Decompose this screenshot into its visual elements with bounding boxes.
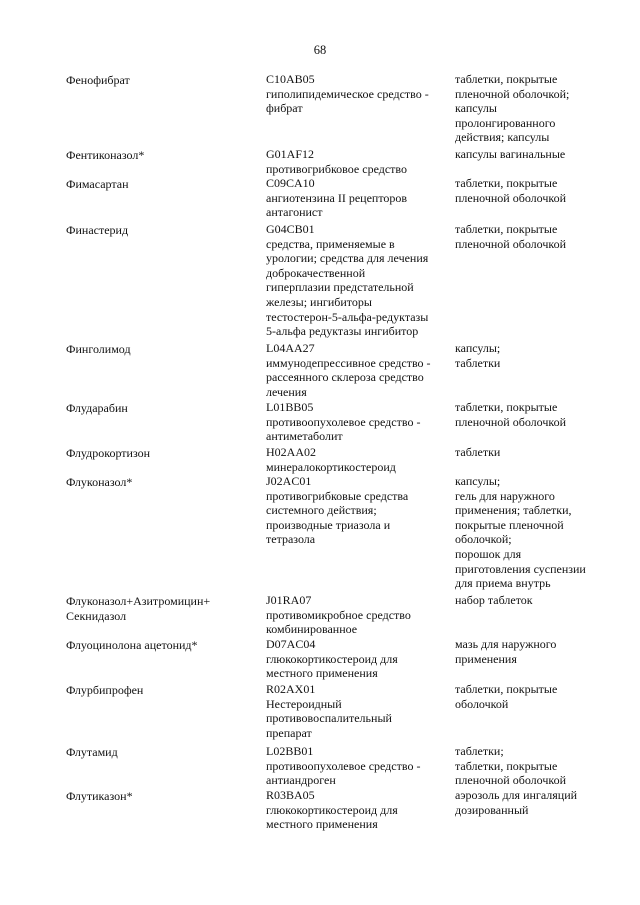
dosage-form-line: капсулы; — [455, 474, 501, 488]
dosage-form-line: мазь для наружного — [455, 637, 557, 651]
pharmacological-group-line: комбинированное — [266, 622, 358, 637]
dosage-form-line: набор таблеток — [455, 593, 533, 607]
dosage-form-line: капсулы; — [455, 341, 501, 355]
atc-code: R03BA05 — [266, 788, 315, 802]
atc-column — [266, 341, 448, 399]
drug-name — [66, 683, 256, 698]
atc-column — [266, 682, 448, 740]
drug-name-line: Флутиказон* — [66, 789, 133, 803]
pharmacological-group-line: тестостерон-5-альфа-редуктазы — [266, 309, 429, 324]
atc-code: D07AC04 — [266, 637, 316, 651]
dosage-form-line: применения; таблетки, — [455, 503, 572, 518]
drug-name-line: Флударабин — [66, 401, 128, 415]
drug-name-line: Флурбипрофен — [66, 683, 144, 697]
pharmacological-group-line: рассеянного склероза средство — [266, 370, 424, 385]
dosage-forms — [455, 341, 615, 370]
dosage-forms — [455, 400, 615, 429]
atc-code: L01BB05 — [266, 400, 314, 414]
pharmacological-group-line: противоопухолевое средство - — [266, 758, 421, 773]
dosage-form-line: пленочной оболочкой — [455, 773, 567, 788]
dosage-form-line: пленочной оболочкой — [455, 414, 567, 429]
atc-column — [266, 445, 448, 474]
dosage-form-line: для приема внутрь — [455, 576, 551, 591]
dosage-form-line: приготовления суспензии — [455, 561, 586, 576]
atc-column — [266, 72, 448, 116]
drug-name-line: Фентиконазол* — [66, 148, 145, 162]
pharmacological-group-line: глюкокортикостероид для — [266, 651, 398, 666]
dosage-form-line: таблетки, покрытые — [455, 682, 558, 696]
pharmacological-group-line: системного действия; — [266, 503, 377, 518]
pharmacological-group-line: иммунодепрессивное средство - — [266, 355, 431, 370]
pharmacological-group-line: противогрибковое средство — [266, 161, 407, 176]
pharmacological-group-line: Нестероидный — [266, 696, 342, 711]
pharmacological-group-line: тетразола — [266, 532, 316, 547]
pharmacological-group-line: фибрат — [266, 101, 303, 116]
dosage-form-line: пленочной оболочкой — [455, 236, 567, 251]
dosage-form-line: капсулы вагинальные — [455, 147, 566, 161]
pharmacological-group-line: железы; ингибиторы — [266, 294, 372, 309]
atc-column — [266, 637, 448, 681]
drug-name — [66, 594, 256, 623]
drug-name-line: Секнидазол — [66, 608, 127, 623]
atc-code: C09CA10 — [266, 176, 315, 190]
pharmacological-group-line: производные триазола и — [266, 517, 391, 532]
atc-column — [266, 788, 448, 832]
dosage-form-line: дозированный — [455, 802, 529, 817]
pharmacological-group-line: доброкачественной — [266, 265, 366, 280]
pharmacological-group-line: местного применения — [266, 666, 378, 681]
atc-column — [266, 176, 448, 220]
atc-code: L04AA27 — [266, 341, 315, 355]
dosage-form-line: таблетки — [455, 355, 501, 370]
dosage-form-line: пленочной оболочкой — [455, 190, 567, 205]
pharmacological-group-line: противогрибковые средства — [266, 488, 409, 503]
pharmacological-group-line: антагонист — [266, 205, 323, 220]
atc-code: G01AF12 — [266, 147, 315, 161]
pharmacological-group-line: антиметаболит — [266, 429, 343, 444]
dosage-form-line: пролонгированного — [455, 115, 556, 130]
dosage-forms — [455, 222, 615, 251]
atc-column — [266, 147, 448, 176]
drug-name — [66, 342, 256, 357]
drug-name-line: Флуконазол+Азитромицин+ — [66, 594, 211, 608]
dosage-forms — [455, 474, 615, 591]
atc-code: L02BB01 — [266, 744, 314, 758]
pharmacological-group-line: лечения — [266, 384, 307, 399]
atc-code: C10AB05 — [266, 72, 315, 86]
dosage-form-line: оболочкой — [455, 696, 509, 711]
drug-name — [66, 177, 256, 192]
atc-column — [266, 222, 448, 339]
drug-name — [66, 638, 256, 653]
drug-name-line: Флуоцинолона ацетонид* — [66, 638, 198, 652]
dosage-forms — [455, 593, 615, 608]
atc-code: G04CB01 — [266, 222, 315, 236]
atc-code: R02AX01 — [266, 682, 316, 696]
drug-name — [66, 401, 256, 416]
dosage-forms — [455, 744, 615, 788]
pharmacological-group-line: средства, применяемые в — [266, 236, 395, 251]
dosage-forms — [455, 176, 615, 205]
pharmacological-group-line: минералокортикостероид — [266, 459, 396, 474]
dosage-form-line: таблетки, покрытые — [455, 222, 558, 236]
pharmacological-group-line: 5-альфа редуктазы ингибитор — [266, 324, 419, 339]
dosage-form-line: аэрозоль для ингаляций — [455, 788, 578, 802]
atc-code: J02AC01 — [266, 474, 312, 488]
pharmacological-group-line: глюкокортикостероид для — [266, 802, 398, 817]
drug-name-line: Фимасартан — [66, 177, 129, 191]
drug-name-line: Флудрокортизон — [66, 446, 151, 460]
pharmacological-group-line: гиполипидемическое средство - — [266, 86, 429, 101]
drug-name-line: Фенофибрат — [66, 73, 130, 87]
dosage-form-line: оболочкой; — [455, 532, 512, 547]
dosage-form-line: гель для наружного — [455, 488, 555, 503]
drug-name-line: Флуконазол* — [66, 475, 133, 489]
dosage-form-line: действия; капсулы — [455, 130, 550, 145]
pharmacological-group-line: местного применения — [266, 817, 378, 832]
drug-name — [66, 475, 256, 490]
dosage-form-line: таблетки, покрытые — [455, 758, 558, 773]
pharmacological-group-line: противовоспалительный — [266, 711, 392, 726]
drug-name-line: Финастерид — [66, 223, 129, 237]
pharmacological-group-line: ангиотензина II рецепторов — [266, 190, 408, 205]
dosage-forms — [455, 788, 615, 817]
pharmacological-group-line: противоопухолевое средство - — [266, 414, 421, 429]
dosage-form-line: пленочной оболочкой; — [455, 86, 570, 101]
drug-name — [66, 73, 256, 88]
dosage-form-line: покрытые пленочной — [455, 517, 564, 532]
dosage-forms — [455, 637, 615, 666]
dosage-forms — [455, 72, 615, 145]
dosage-form-line: таблетки; — [455, 744, 504, 758]
dosage-form-line: порошок для — [455, 546, 522, 561]
dosage-form-line: применения — [455, 651, 517, 666]
dosage-form-line: таблетки, покрытые — [455, 176, 558, 190]
dosage-form-line: таблетки, покрытые — [455, 400, 558, 414]
drug-name-line: Финголимод — [66, 342, 131, 356]
dosage-forms — [455, 147, 615, 162]
dosage-forms — [455, 682, 615, 711]
dosage-form-line: капсулы — [455, 101, 497, 116]
drug-name-line: Флутамид — [66, 745, 118, 759]
pharmacological-group-line: препарат — [266, 725, 312, 740]
atc-code: H02AA02 — [266, 445, 316, 459]
pharmacological-group-line: противомикробное средство — [266, 607, 411, 622]
dosage-forms — [455, 445, 615, 460]
drug-name — [66, 789, 256, 804]
atc-column — [266, 744, 448, 788]
dosage-form-line: таблетки, покрытые — [455, 72, 558, 86]
pharmacological-group-line: антиандроген — [266, 773, 336, 788]
pharmacological-group-line: урологии; средства для лечения — [266, 251, 429, 266]
atc-column — [266, 400, 448, 444]
atc-column — [266, 593, 448, 637]
atc-code: J01RA07 — [266, 593, 312, 607]
drug-name — [66, 223, 256, 238]
drug-name — [66, 148, 256, 163]
drug-name — [66, 745, 256, 760]
pharmacological-group-line: гиперплазии предстательной — [266, 280, 414, 295]
dosage-form-line: таблетки — [455, 445, 501, 459]
drug-name — [66, 446, 256, 461]
page-number: 68 — [313, 43, 327, 57]
atc-column — [266, 474, 448, 547]
